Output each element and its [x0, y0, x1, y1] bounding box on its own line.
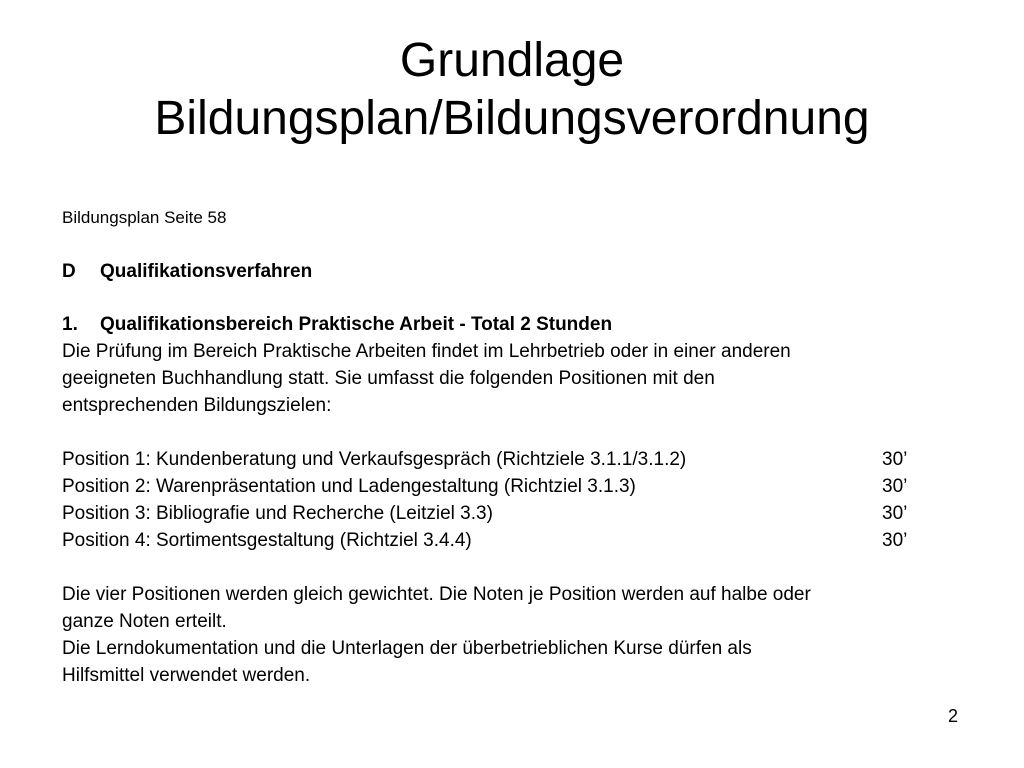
position-duration: 30’ [882, 449, 908, 470]
closing-line: Hilfsmittel verwendet werden. [62, 665, 311, 686]
intro-paragraph [62, 338, 982, 419]
position-row [62, 527, 982, 554]
document-reference: Bildungsplan Seite 58 [62, 208, 227, 227]
position-text: Position 2: Warenpräsentation und Ladengestaltung (Richtziel 3.1.3) [62, 476, 636, 497]
closing-line: ganze Noten erteilt. [62, 611, 227, 632]
subsection-heading [62, 311, 982, 338]
title-line-1: Grundlage [399, 34, 625, 87]
position-text: Position 3: Bibliografie und Recherche (Leitziel 3.3) [62, 503, 493, 524]
section-heading [62, 258, 982, 285]
position-duration: 30’ [882, 476, 908, 497]
position-text: Position 4: Sortimentsgestaltung (Richtziel 3.4.4) [62, 530, 472, 551]
slide-body [62, 206, 982, 689]
closing-paragraph [62, 581, 982, 689]
page-number: 2 [948, 706, 959, 726]
position-row [62, 446, 982, 473]
section-title: Qualifikationsverfahren [100, 261, 313, 282]
positions-list [62, 446, 982, 554]
subsection-title: Qualifikationsbereich Praktische Arbeit - Total 2 Stunden [100, 314, 613, 335]
title-line-2: Bildungsplan/Bildungsverordnung [154, 92, 870, 145]
intro-line: geeigneten Buchhandlung statt. Sie umfasst die folgenden Positionen mit den [62, 368, 715, 389]
position-row [62, 500, 982, 527]
position-duration: 30’ [882, 503, 908, 524]
closing-line: Die vier Positionen werden gleich gewichtet. Die Noten je Position werden auf halbe oder [62, 584, 811, 605]
slide-title [0, 32, 1024, 148]
position-row [62, 473, 982, 500]
subsection-number: 1. [62, 314, 78, 335]
position-text: Position 1: Kundenberatung und Verkaufsgespräch (Richtziele 3.1.1/3.1.2) [62, 449, 687, 470]
intro-line: entsprechenden Bildungszielen: [62, 395, 332, 416]
closing-line: Die Lerndokumentation und die Unterlagen der überbetrieblichen Kurse dürfen als [62, 638, 752, 659]
position-duration: 30’ [882, 530, 908, 551]
intro-line: Die Prüfung im Bereich Praktische Arbeiten findet im Lehrbetrieb oder in einer anderen [62, 341, 791, 362]
section-letter: D [62, 261, 76, 282]
